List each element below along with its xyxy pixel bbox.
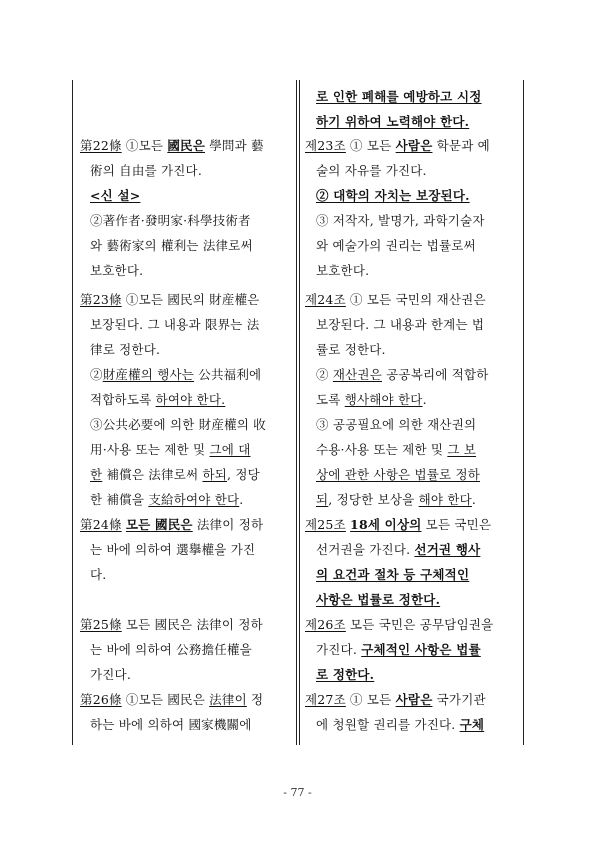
text-line: ③公共必要에 의한 財産權의 收 (90, 417, 266, 432)
text-line: 하기 위하여 노력해야 한다. (316, 114, 470, 129)
right-margin-rule (523, 80, 524, 745)
text-line: 와 예술가의 권리는 법률로써 (316, 238, 476, 253)
text-line: 사항은 법률로 정한다. (316, 592, 441, 607)
text-line: 第23條 ①모든 國民의 財産權은 (80, 292, 260, 307)
text-line: 보장된다. 그 내용과 한계는 법 (316, 317, 485, 332)
text-line: 第24條 모든 國民은 法律이 정하 (80, 517, 264, 532)
text-line: 의 요건과 절차 등 구체적인 (316, 567, 470, 582)
article-23-old (80, 287, 266, 512)
text-line: 술의 자유를 가진다. (316, 163, 427, 178)
article-23-new (305, 133, 490, 283)
text-line: 는 바에 의하여 選擧權을 가진 (90, 542, 256, 557)
text-line: 用·사용 또는 제한 및 그에 대 (90, 442, 251, 457)
text-line: ②著作者·發明家·科學技術者 (90, 213, 251, 228)
text-line: 로 인한 폐해를 예방하고 시정 (316, 89, 482, 104)
text-line: 보호한다. (90, 263, 144, 278)
text-line: 第22條 ①모든 國民은 學問과 藝 (80, 138, 264, 153)
text-line: 한 補償은 法律로써 하되, 정당 (90, 467, 260, 482)
text-line: ② 재산권은 공공복리에 적합하 (316, 367, 489, 382)
article-26-old (80, 687, 263, 737)
text-line: 律로 정한다. (90, 342, 161, 357)
text-line: 되, 정당한 보상을 해야 한다. (316, 492, 477, 507)
column-divider (296, 80, 297, 745)
text-line: 術의 自由를 가진다. (90, 163, 202, 178)
article-24-new (305, 287, 489, 512)
text-line: 제23조 ① 모든 사람은 학문과 예 (305, 138, 490, 153)
text-line: 률로 정한다. (316, 342, 386, 357)
text-line: ②財産權의 행사는 公共福利에 (90, 367, 262, 382)
text-line: 가진다. 구체적인 사항은 법률 (316, 642, 481, 657)
text-line: 와 藝術家의 權利는 法律로써 (90, 238, 253, 253)
text-line: 에 청원할 권리를 가진다. 구체 (316, 717, 485, 732)
new-clause-marker: <신 설> (90, 188, 141, 203)
left-margin-rule (72, 80, 73, 745)
text-line: 제24조 ① 모든 국민의 재산권은 (305, 292, 486, 307)
text-line: 보장된다. 그 내용과 限界는 法 (90, 317, 260, 332)
article-25-new (305, 512, 491, 612)
text-line: 상에 관한 사항은 법률로 정하 (316, 467, 480, 482)
text-line: 제27조 ① 모든 사람은 국가기관 (305, 692, 486, 707)
article-27-new (305, 687, 486, 737)
article-24-old (80, 512, 263, 587)
text-line: ③ 공공필요에 의한 재산권의 (316, 417, 477, 432)
page-number: - 77 - (283, 786, 312, 799)
article-25-old (80, 612, 263, 687)
text-line: 도록 행사해야 한다. (316, 392, 427, 407)
text-line: 다. (90, 567, 107, 582)
text-line: 제26조 모든 국민은 공무담임권을 (305, 617, 494, 632)
text-line: 第26條 ①모든 國民은 法律이 정 (80, 692, 264, 707)
text-line: 수용·사용 또는 제한 및 그 보 (316, 442, 477, 457)
column-divider-double (299, 80, 300, 745)
text-line: 보호한다. (316, 263, 370, 278)
text-line: ③ 저작자, 발명가, 과학기술자 (316, 213, 485, 228)
text-line: 적합하도록 하여야 한다. (90, 392, 226, 407)
text-line: 제25조 18세 이상의 모든 국민은 (305, 517, 492, 532)
article-continuation (316, 84, 482, 134)
text-line: 第25條 모든 國民은 法律이 정하 (80, 617, 263, 632)
text-line: 가진다. (90, 667, 131, 682)
text-line: ② 대학의 자치는 보장된다. (316, 188, 470, 203)
text-line: 선거권을 가진다. 선거권 행사 (316, 542, 481, 557)
text-line: 로 정한다. (316, 667, 375, 682)
article-22-old (80, 133, 264, 283)
text-line: 한 補償을 支給하여야 한다. (90, 492, 244, 507)
text-line: 는 바에 의하여 公務擔任權을 (90, 642, 252, 657)
article-26-new (305, 612, 493, 687)
text-line: 하는 바에 의하여 國家機關에 (90, 717, 252, 732)
